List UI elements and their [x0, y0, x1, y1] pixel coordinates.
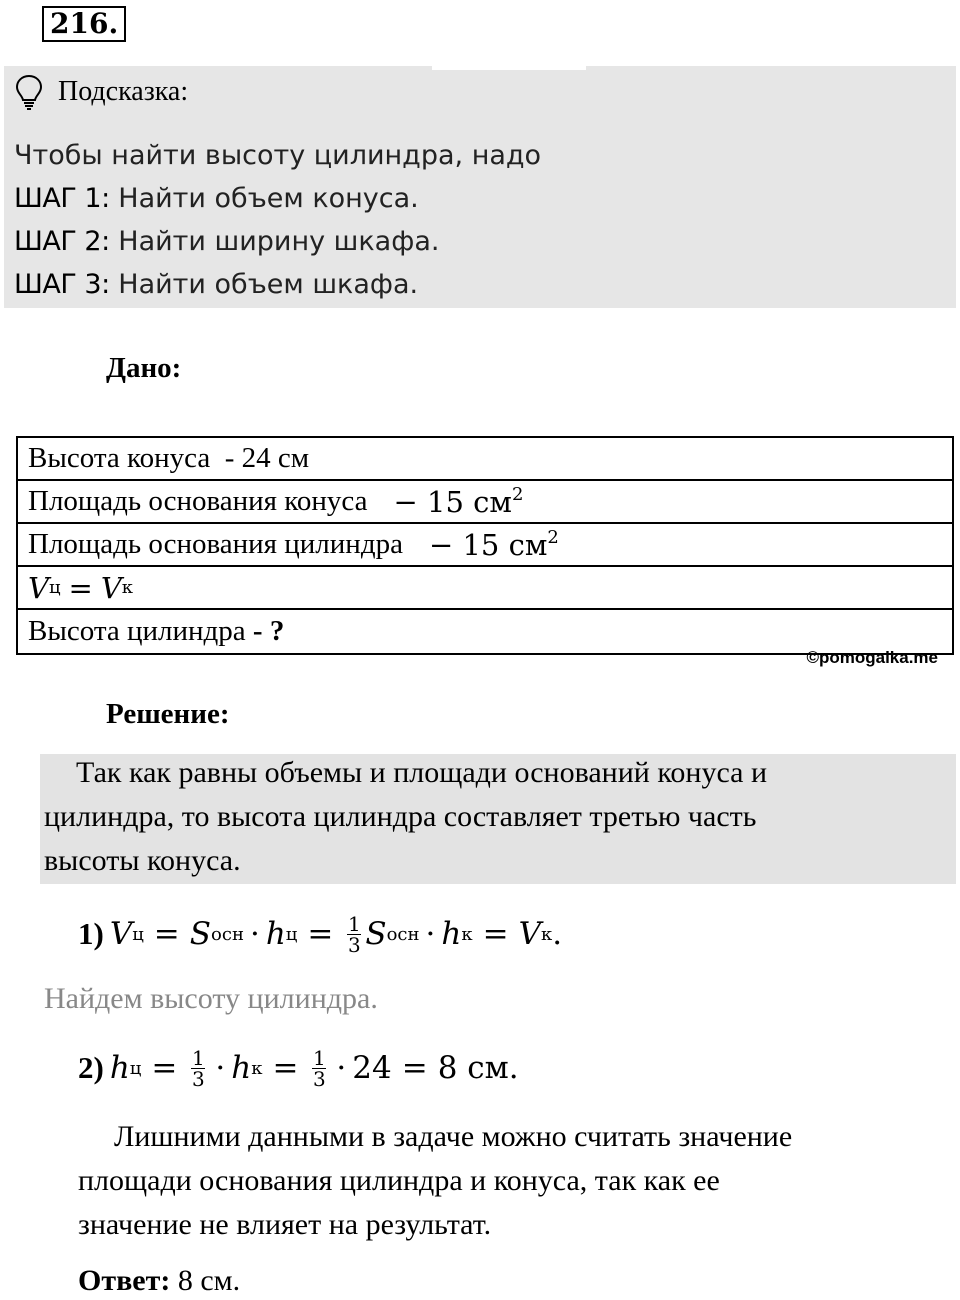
- given-heading: Дано:: [106, 352, 182, 384]
- hint-title: Подсказка:: [58, 76, 189, 107]
- explanation-line: Так как равны объемы и площади оснований конуса и: [76, 756, 767, 789]
- lightbulb-icon: [14, 74, 44, 110]
- step-text: Найти ширину шкафа.: [118, 226, 440, 257]
- answer-value: 8 см.: [177, 1264, 241, 1297]
- problem-number: 216.: [42, 6, 126, 42]
- explanation-line: высоты конуса.: [44, 844, 241, 877]
- hint-intro: Чтобы найти высоту цилиндра, надо: [14, 140, 542, 171]
- step-text: Найти объем шкафа.: [118, 269, 419, 300]
- conclusion-line: площади основания цилиндра и конуса, так как ее: [78, 1164, 720, 1197]
- formula-step-1: 1) V ц = S осн · h ц = $\frac{1}{3}$ S осн · h к = V к .: [78, 911, 563, 957]
- explanation-line: цилиндра, то высота цилиндра составляет третью часть: [44, 800, 757, 833]
- hint-step-1: [14, 183, 419, 214]
- formula-step-2: 2) h ц = $\frac{1}{3}$ · h к = $\frac{1}{3}$ · 24 = 8 см.: [78, 1045, 519, 1091]
- hint-header: [14, 74, 188, 110]
- hint-step-3: [14, 269, 418, 300]
- given-table: [16, 436, 954, 655]
- hint-panel-notch: [432, 60, 586, 70]
- step-label: ШАГ 2:: [14, 226, 110, 257]
- given-row: Площадь основания конуса − 15 $см^2$: [18, 481, 952, 524]
- fraction: $\frac{1}{3}$: [313, 1045, 326, 1091]
- step-label: ШАГ 1:: [14, 183, 110, 214]
- step-text: Найти объем конуса.: [118, 183, 419, 214]
- answer: [78, 1264, 240, 1298]
- conclusion-line: Лишними данными в задаче можно считать значение: [114, 1120, 793, 1153]
- step-label: ШАГ 3:: [14, 269, 110, 300]
- given-row: Высота цилиндра - ?: [28, 615, 285, 647]
- conclusion-line: значение не влияет на результат.: [78, 1208, 492, 1241]
- answer-label: Ответ:: [78, 1264, 171, 1297]
- solution-heading: Решение:: [106, 698, 230, 730]
- find-height-text: Найдем высоту цилиндра.: [44, 982, 378, 1015]
- given-row: Высота конуса - 24 см: [18, 438, 952, 481]
- fraction: $\frac{1}{3}$: [347, 911, 361, 957]
- watermark: ©pomogalka.me: [806, 648, 938, 667]
- given-row: Площадь основания цилиндра − 15 $см^2$: [18, 524, 952, 567]
- fraction: $\frac{1}{3}$: [191, 1045, 205, 1091]
- hint-step-2: [14, 226, 439, 257]
- given-row: V ц = V к: [18, 567, 952, 610]
